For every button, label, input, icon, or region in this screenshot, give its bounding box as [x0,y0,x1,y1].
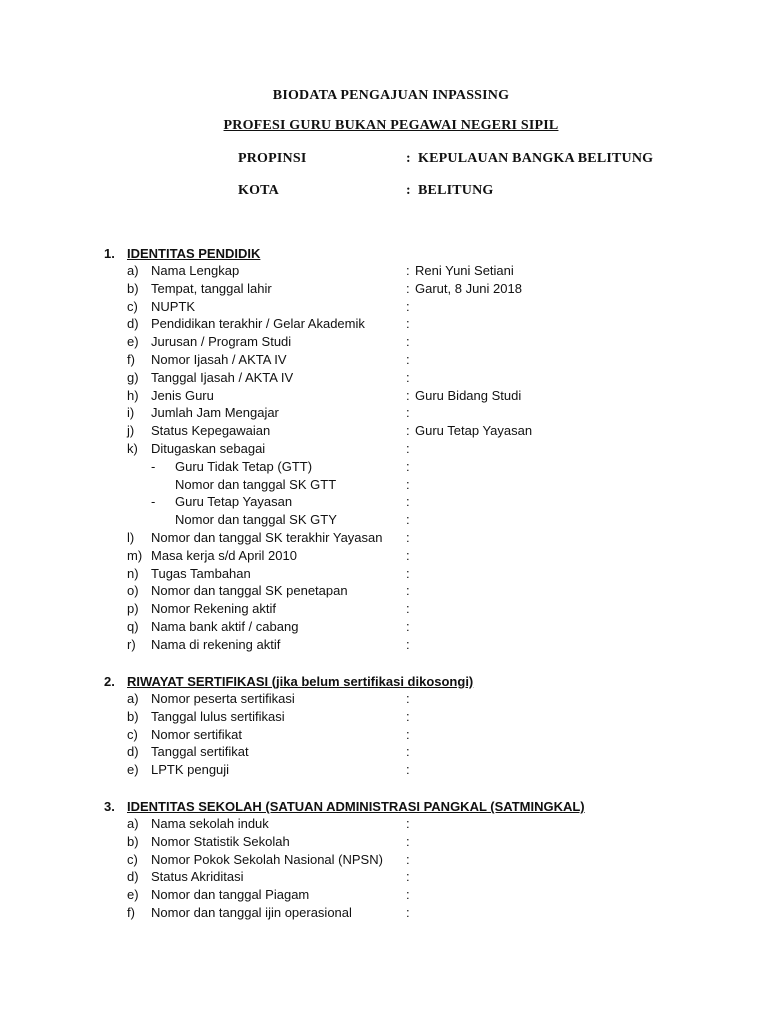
field-colon: : [406,477,410,492]
field-letter: g) [127,370,139,385]
field-colon: : [406,566,410,581]
field-label: Nomor dan tanggal SK GTT [175,477,337,492]
field-label: Nama Lengkap [151,263,240,278]
field-value: Garut, 8 Juni 2018 [415,281,522,296]
meta-label: KOTA [238,183,279,198]
field-value: Guru Tetap Yayasan [415,423,533,438]
field-label: Jurusan / Program Studi [151,334,292,349]
section-title: IDENTITAS PENDIDIK [127,246,261,261]
field-letter: d) [127,316,139,331]
field-label: Status Kepegawaian [151,423,271,438]
field-colon: : [406,530,410,545]
field-label: LPTK penguji [151,762,230,777]
field-colon: : [406,852,410,867]
field-letter: c) [127,852,138,867]
field-letter: a) [127,816,139,831]
field-label: Nama bank aktif / cabang [151,619,299,634]
field-colon: : [406,263,410,278]
field-colon: : [406,388,410,403]
section-number: 1. [104,246,115,261]
field-colon: : [406,762,410,777]
field-label: Tanggal lulus sertifikasi [151,709,285,724]
field-colon: : [406,744,410,759]
field-letter: l) [127,530,135,545]
meta-value: KEPULAUAN BANGKA BELITUNG [418,151,654,166]
field-colon: : [406,494,410,509]
field-colon: : [406,709,410,724]
field-letter: n) [127,566,139,581]
field-letter: a) [127,263,139,278]
field-colon: : [406,583,410,598]
field-colon: : [406,316,410,331]
field-label: Nomor Statistik Sekolah [151,834,290,849]
field-label: Tanggal Ijasah / AKTA IV [151,370,294,385]
field-value: Reni Yuni Setiani [415,263,514,278]
field-label: Nomor sertifikat [151,727,243,742]
document-title: BIODATA PENGAJUAN INPASSING [272,88,510,103]
field-letter: h) [127,388,139,403]
field-letter: c) [127,299,138,314]
field-colon: : [406,869,410,884]
meta-value: BELITUNG [418,183,494,198]
field-letter: j) [127,423,135,438]
section-number: 2. [104,674,115,689]
section-number: 3. [104,799,115,814]
field-colon: : [406,887,410,902]
section-title: RIWAYAT SERTIFIKASI (jika belum sertifikasi dikosongi) [127,674,474,689]
field-label: Nama di rekening aktif [151,637,281,652]
meta-label: PROPINSI [238,151,307,166]
field-label: Masa kerja s/d April 2010 [151,548,297,563]
field-label: Nama sekolah induk [151,816,269,831]
field-label: Tempat, tanggal lahir [151,281,272,296]
field-colon: : [406,423,410,438]
field-letter: d) [127,744,139,759]
field-colon: : [406,281,410,296]
field-value: Guru Bidang Studi [415,388,522,403]
field-label: Jenis Guru [151,388,214,403]
field-label: Nomor dan tanggal ijin operasional [151,905,352,920]
field-label: Tanggal sertifikat [151,744,249,759]
field-colon: : [406,816,410,831]
field-colon: : [406,637,410,652]
field-colon: : [406,512,410,527]
field-colon: : [406,299,410,314]
meta-colon: : [406,151,411,166]
field-label: Nomor dan tanggal SK terakhir Yayasan [151,530,383,545]
field-letter: m) [127,548,143,563]
field-label: Guru Tetap Yayasan [175,494,293,509]
field-colon: : [406,619,410,634]
field-letter: f) [127,352,135,367]
field-letter: b) [127,281,139,296]
field-colon: : [406,441,410,456]
field-label: Nomor dan tanggal Piagam [151,887,310,902]
field-label: Nomor Ijasah / AKTA IV [151,352,287,367]
field-letter: k) [127,441,138,456]
field-colon: : [406,370,410,385]
field-colon: : [406,691,410,706]
field-letter: f) [127,905,135,920]
field-letter: a) [127,691,139,706]
field-letter: i) [127,405,135,420]
field-label: Nomor dan tanggal SK GTY [175,512,337,527]
field-letter: p) [127,601,139,616]
field-label: Jumlah Jam Mengajar [151,405,279,420]
field-label: Pendidikan terakhir / Gelar Akademik [151,316,365,331]
field-label: Nomor peserta sertifikasi [151,691,295,706]
field-colon: : [406,905,410,920]
field-colon: : [406,352,410,367]
field-label: Status Akriditasi [151,869,244,884]
field-letter: b) [127,709,139,724]
field-colon: : [406,601,410,616]
field-letter: c) [127,727,138,742]
field-dash: - [151,459,156,474]
field-label: NUPTK [151,299,196,314]
field-colon: : [406,459,410,474]
field-colon: : [406,834,410,849]
field-label: Nomor Rekening aktif [151,601,276,616]
field-letter: r) [127,637,136,652]
field-letter: o) [127,583,139,598]
field-dash: - [151,494,156,509]
meta-colon: : [406,183,411,198]
document-subtitle: PROFESI GURU BUKAN PEGAWAI NEGERI SIPIL [223,118,559,133]
field-label: Tugas Tambahan [151,566,251,581]
field-label: Nomor Pokok Sekolah Nasional (NPSN) [151,852,383,867]
field-letter: q) [127,619,139,634]
field-colon: : [406,548,410,563]
field-colon: : [406,405,410,420]
field-label: Nomor dan tanggal SK penetapan [151,583,348,598]
field-letter: e) [127,762,139,777]
section-title: IDENTITAS SEKOLAH (SATUAN ADMINISTRASI PANGKAL (SATMINGKAL) [127,799,585,814]
field-letter: b) [127,834,139,849]
field-label: Guru Tidak Tetap (GTT) [175,459,313,474]
field-colon: : [406,727,410,742]
field-letter: e) [127,887,139,902]
field-label: Ditugaskan sebagai [151,441,266,456]
field-letter: e) [127,334,139,349]
field-letter: d) [127,869,139,884]
field-colon: : [406,334,410,349]
